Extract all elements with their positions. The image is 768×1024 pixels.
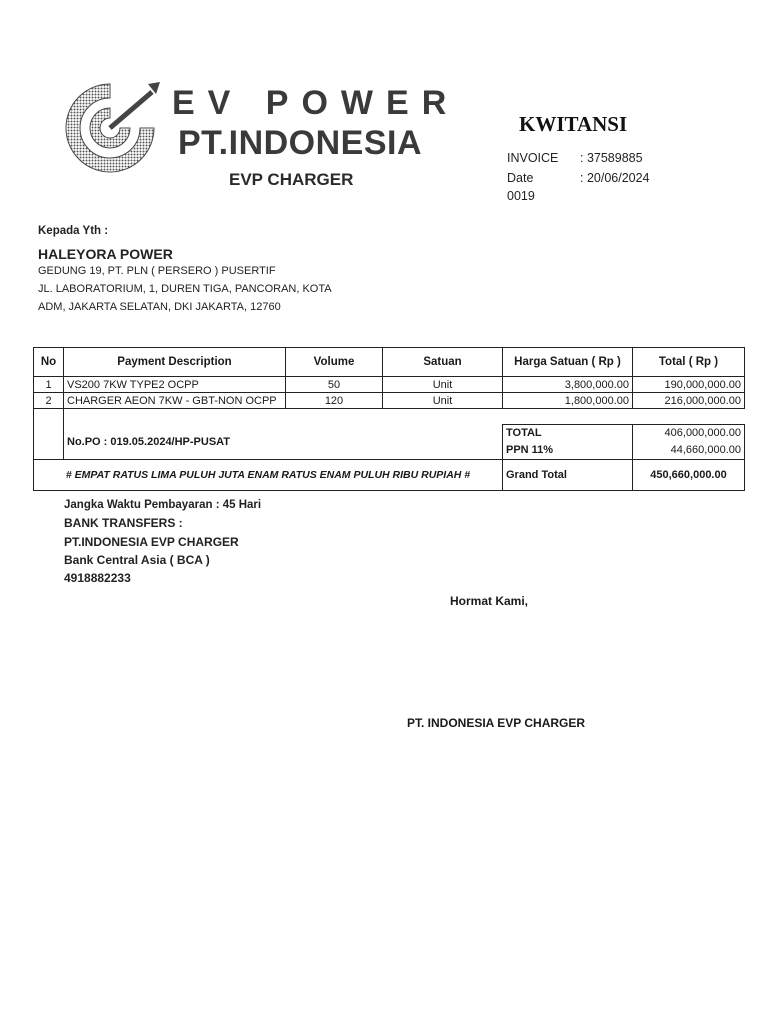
ppn-value-text: 44,660,000.00 [670,444,741,456]
date-value: : 20/06/2024 [580,171,650,185]
cell-unit: Unit [383,393,503,409]
cell-price: 3,800,000.00 [503,377,633,393]
account-name: PT.INDONESIA EVP CHARGER [64,535,239,549]
cell-total: 216,000,000.00 [633,393,745,409]
invoice-label: INVOICE [507,151,559,165]
signature-company: PT. INDONESIA EVP CHARGER [407,716,586,730]
brand-subtitle: EVP CHARGER [229,170,354,189]
account-number: 4918882233 [64,571,131,585]
total-label-text: TOTAL [506,427,542,439]
table-row [34,393,745,409]
document-title: KWITANSI [519,112,628,136]
column-header: Harga Satuan ( Rp ) [503,348,633,377]
ppn-label-text: PPN 11% [506,444,554,456]
recipient-address-line1: GEDUNG 19, PT. PLN ( PERSERO ) PUSERTIF [38,265,276,277]
brand-name: EV POWER [172,84,460,122]
column-header: Volume [286,348,383,377]
document-number: 0019 [507,189,535,203]
invoice-value: : 37589885 [580,151,643,165]
total-label [503,425,633,460]
cell-no: 2 [34,393,64,409]
bank-name: Bank Central Asia ( BCA ) [64,553,210,567]
cell-price: 1,800,000.00 [503,393,633,409]
column-header: Total ( Rp ) [633,348,745,377]
total-values [633,425,745,460]
brand-company: PT.INDONESIA [178,124,423,162]
column-header: Satuan [383,348,503,377]
signature-greeting: Hormat Kami, [450,594,529,608]
cell-volume: 50 [286,377,383,393]
grand-total-label: Grand Total [503,460,633,491]
total-row [34,409,745,425]
amount-in-words: # EMPAT RATUS LIMA PULUH JUTA ENAM RATUS ENAM PULUH RIBU RUPIAH # [34,460,503,491]
cell-description: VS200 7KW TYPE2 OCPP [64,377,286,393]
column-header: No [34,348,64,377]
recipient-heading: Kepada Yth : [38,225,109,237]
invoice-table [33,347,745,491]
cell-description: CHARGER AEON 7KW - GBT-NON OCPP [64,393,286,409]
recipient-address-line2: JL. LABORATORIUM, 1, DUREN TIGA, PANCORAN, KOTA [38,283,332,295]
summary-row [34,425,745,460]
total-value-text: 406,000,000.00 [664,427,741,439]
payment-term: Jangka Waktu Pembayaran : 45 Hari [64,499,262,511]
cell-no: 1 [34,377,64,393]
date-label: Date [507,171,534,185]
recipient-address-line3: ADM, JAKARTA SELATAN, DKI JAKARTA, 12760 [38,301,281,313]
table-header-row [34,348,745,377]
column-header: Payment Description [64,348,286,377]
recipient-name: HALEYORA POWER [38,246,173,262]
cell-total: 190,000,000.00 [633,377,745,393]
evp-logo-icon [58,78,162,178]
grand-total-row [34,460,745,491]
grand-total-value: 450,660,000.00 [633,460,745,491]
cell-unit: Unit [383,377,503,393]
po-number: No.PO : 019.05.2024/HP-PUSAT [64,425,503,460]
payment-method: BANK TRANSFERS : [64,516,183,530]
table-row [34,377,745,393]
cell-volume: 120 [286,393,383,409]
